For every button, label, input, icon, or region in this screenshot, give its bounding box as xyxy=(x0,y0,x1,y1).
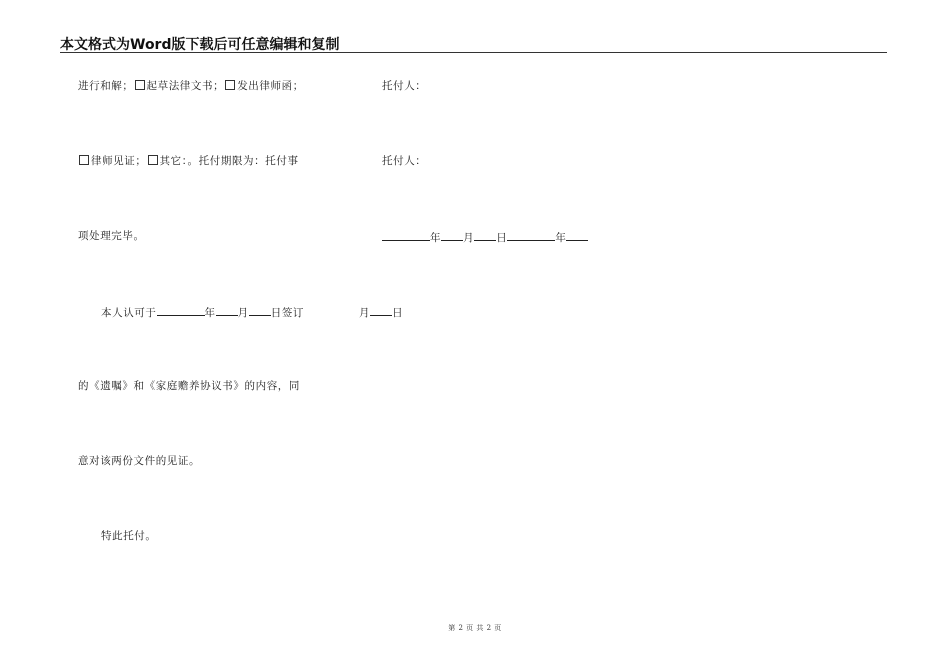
blank-year-1 xyxy=(382,229,430,241)
text-month-2: 月 xyxy=(359,307,371,319)
right-date-row xyxy=(382,229,588,245)
left-line-7: 特此托付。 xyxy=(101,530,157,542)
blank-month-2-start xyxy=(566,229,588,241)
blank-month xyxy=(216,304,238,316)
page-footer: 第 2 页 共 2 页 xyxy=(448,624,502,632)
text-lawyer-witness: 律师见证； xyxy=(91,155,147,167)
checkbox-lawyer-letter[interactable] xyxy=(225,80,235,90)
blank-year-2 xyxy=(507,229,555,241)
text-other-term: 其它：。托付期限为：托付事 xyxy=(159,155,299,167)
text-day-1: 日 xyxy=(496,232,508,244)
text-month: 月 xyxy=(237,307,249,319)
text-year: 年 xyxy=(204,307,216,319)
blank-day-1 xyxy=(474,229,496,241)
checkbox-other[interactable] xyxy=(148,155,158,165)
left-line-4 xyxy=(101,304,304,320)
checkbox-lawyer-witness[interactable] xyxy=(79,155,89,165)
text-reconcile: 进行和解； xyxy=(78,80,134,92)
left-line-5: 的《遗嘱》和《家庭赡养协议书》的内容，同 xyxy=(78,380,300,392)
text-day-2: 日 xyxy=(392,307,404,319)
right-date-row-2 xyxy=(359,304,403,320)
client-label-2: 托付人： xyxy=(382,155,427,167)
text-year-1: 年 xyxy=(430,232,442,244)
header-divider xyxy=(60,52,887,53)
checkbox-draft-documents[interactable] xyxy=(135,80,145,90)
left-line-6: 意对该两份文件的见证。 xyxy=(78,455,201,467)
left-line-2 xyxy=(78,154,299,168)
left-line-1 xyxy=(78,79,304,93)
text-month-1: 月 xyxy=(463,232,475,244)
text-year-2: 年 xyxy=(555,232,567,244)
left-line-3: 项处理完毕。 xyxy=(78,230,145,242)
blank-year xyxy=(157,304,205,316)
text-day-signed: 日签订 xyxy=(270,307,305,319)
blank-day xyxy=(249,304,271,316)
header-title: 本文格式为Word版下载后可任意编辑和复制 xyxy=(60,37,340,53)
client-label-1: 托付人： xyxy=(382,80,427,92)
blank-month-1 xyxy=(441,229,463,241)
text-lawyer-letter: 发出律师函； xyxy=(237,80,304,92)
text-draft-documents: 起草法律文书； xyxy=(146,80,225,92)
blank-day-2 xyxy=(370,304,392,316)
text-acknowledge: 本人认可于 xyxy=(101,307,157,319)
